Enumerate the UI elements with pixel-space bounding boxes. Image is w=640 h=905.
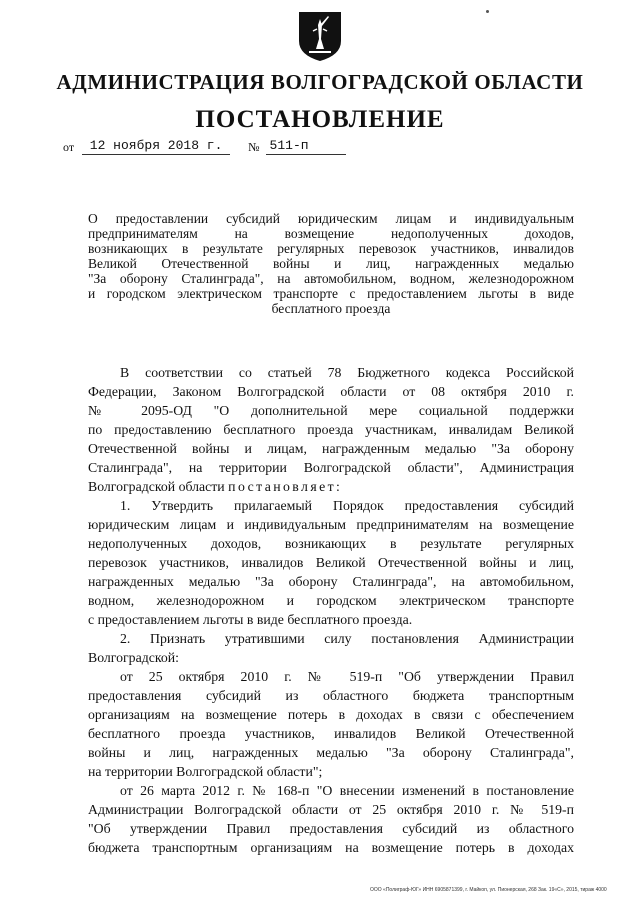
sub-item-1-line: на территории Волгоградской области"; [88, 764, 323, 779]
date-number-line [63, 138, 346, 155]
item-1-line: награжденных медалью "За оборону Сталинграда", на автомобильном, [88, 574, 574, 589]
title-line: и городском электрическом транспорте с предоставлением льготы в виде [88, 286, 574, 301]
item-2-line: Волгоградской: [88, 650, 179, 665]
organization-name: АДМИНИСТРАЦИЯ ВОЛГОГРАДСКОЙ ОБЛАСТИ [56, 70, 584, 94]
title-line: "За оборону Сталинграда", на автомобильном, водном, железнодорожном [88, 271, 574, 286]
body-line: по предоставлению бесплатного проезда участникам, инвалидам Великой [88, 422, 574, 437]
resolves-word: постановляет: [228, 479, 343, 494]
document-body [88, 363, 574, 857]
sub-item-1-line: организациям на возмещение потерь в доходах в связи с обеспечением [88, 707, 574, 722]
body-line: Федерации, Законом Волгоградской области от 08 октября 2010 г. [88, 384, 574, 399]
sub-item-1-line: от 25 октября 2010 г. № 519-п "Об утверждении Правил [120, 669, 574, 684]
item-1-line: 1. Утвердить прилагаемый Порядок предоставления субсидий [120, 498, 574, 513]
body-line: № 2095-ОД "О дополнительной мере социальной поддержки [88, 403, 574, 418]
title-line: предпринимателям на возмещение недополученных доходов, [88, 226, 574, 241]
from-label: от [63, 140, 75, 154]
document-title [88, 211, 574, 316]
title-line: возникающих в результате регулярных перевозок участников, инвалидов [88, 241, 574, 256]
document-number: 511-п [266, 138, 346, 155]
document-type: ПОСТАНОВЛЕНИЕ [195, 106, 445, 133]
sub-item-1-line: бесплатного проезда участников, инвалидов Великой Отечественной [88, 726, 574, 741]
title-line: бесплатного проезда [271, 301, 391, 316]
preamble-last: Волгоградской области [88, 479, 225, 494]
sub-item-2-line: "Об утверждении Правил предоставления субсидий из областного [88, 821, 574, 836]
sub-item-1-line: войны и лиц, награжденных медалью "За оборону Сталинграда", [88, 745, 574, 760]
body-line: В соответствии со статьей 78 Бюджетного кодекса Российской [120, 365, 574, 380]
sub-item-1-line: предоставления субсидий из областного бюджета транспортным [88, 688, 574, 703]
item-1-line: недополученных доходов, возникающих в результате регулярных [88, 536, 574, 551]
scan-speck [486, 10, 489, 13]
body-line [88, 477, 574, 496]
number-label: № [248, 140, 260, 154]
item-1-line: юридическим лицам и индивидуальным предпринимателям на возмещение [88, 517, 574, 532]
body-line: Отечественной войны и лицам, награжденным медалью "За оборону [88, 441, 574, 456]
title-line: О предоставлении субсидий юридическим лицам и индивидуальным [88, 211, 574, 226]
item-1-line: перевозок участников, инвалидов Великой Отечественной войны и лиц, [88, 555, 574, 570]
item-2-line: 2. Признать утратившими силу постановления Администрации [120, 631, 574, 646]
body-line: Сталинграда", на территории Волгоградской области", Администрация [88, 460, 574, 475]
title-line: Великой Отечественной войны и лиц, награжденных медалью [88, 256, 574, 271]
item-1-line: с предоставлением льготы в виде бесплатного проезда. [88, 612, 413, 627]
printer-imprint: ООО «Полиграф-ЮГ» ИНН 6905871399, г. Майкоп, ул. Пионерская, 268 Зак. 19«С», 2015, тираж 4000 [370, 887, 607, 893]
item-1-line: водном, железнодорожном и городском электрическом транспорте [88, 593, 574, 608]
sub-item-2-line: от 26 марта 2012 г. № 168-п "О внесении изменений в постановление [120, 783, 574, 798]
coat-of-arms-icon [295, 9, 345, 63]
sub-item-2-line: Администрации Волгоградской области от 25 октября 2010 г. № 519-п [88, 802, 574, 817]
document-date: 12 ноября 2018 г. [82, 138, 230, 155]
sub-item-2-line: бюджета транспортным организациям на возмещение потерь в доходах [88, 840, 574, 855]
